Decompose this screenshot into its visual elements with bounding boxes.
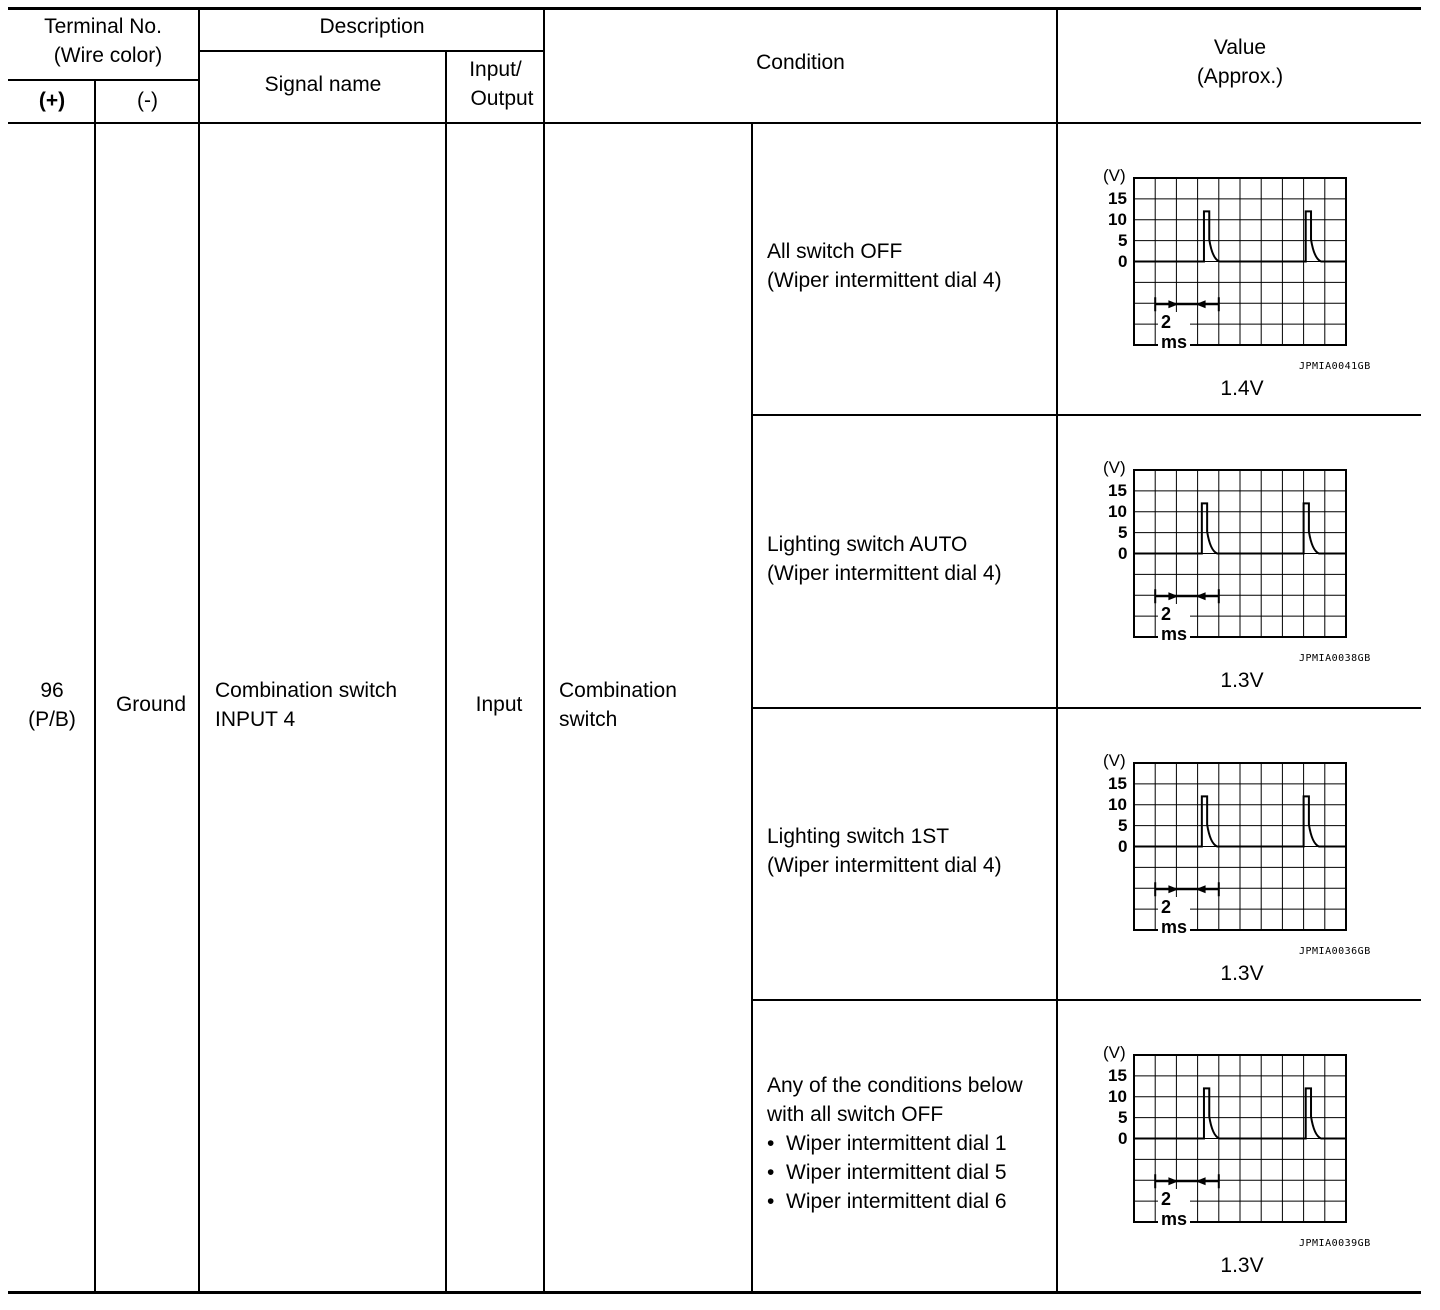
y-tick-label: 0	[1118, 836, 1128, 856]
y-tick-label: 15	[1108, 480, 1127, 500]
condition-2-line-1: Lighting switch AUTO	[767, 533, 968, 556]
y-unit-label: (V)	[1103, 1043, 1126, 1062]
header-plus: (+)	[38, 89, 66, 112]
time-per-division-label: 2 ms	[1158, 897, 1190, 937]
row-divider-3	[752, 999, 1421, 1001]
condition-4-bullet-3: • Wiper intermittent dial 6	[767, 1190, 1007, 1213]
header-input-output-1: Input/	[469, 58, 522, 81]
bullet-text: Wiper intermittent dial 6	[786, 1190, 1007, 1213]
time-scale-marker	[1155, 882, 1219, 896]
header-minus: (-)	[137, 89, 158, 112]
col-divider-6	[1056, 8, 1058, 1292]
row-divider-1	[752, 414, 1421, 416]
condition-4-line-1: Any of the conditions below	[767, 1074, 1023, 1097]
time-scale-marker	[1155, 297, 1219, 311]
value-reading: 1.4V	[1220, 377, 1264, 400]
bullet-text: Wiper intermittent dial 1	[786, 1132, 1007, 1155]
time-scale-marker	[1155, 589, 1219, 603]
signal-name-line-1: Combination switch	[215, 679, 398, 702]
waveform-trace	[1134, 211, 1346, 261]
signal-name-line-2: INPUT 4	[215, 708, 296, 731]
time-scale-marker	[1155, 1174, 1219, 1188]
rule-bottom	[8, 1291, 1421, 1294]
col-divider-2	[198, 8, 200, 1292]
rule-header-bottom	[8, 122, 1421, 124]
condition-group-line-1: Combination	[559, 679, 677, 702]
figure-code: JPMIA0039GB	[1299, 1238, 1371, 1249]
y-tick-label: 0	[1118, 1128, 1128, 1148]
y-tick-label: 15	[1108, 188, 1127, 208]
y-tick-label: 0	[1118, 251, 1128, 271]
y-tick-label: 5	[1118, 230, 1128, 250]
terminal-minus: Ground	[115, 693, 187, 716]
y-tick-label: 5	[1118, 522, 1128, 542]
figure-code: JPMIA0036GB	[1299, 946, 1371, 957]
rule-description-sub	[199, 50, 544, 52]
waveform-trace	[1134, 503, 1346, 553]
y-tick-label: 15	[1108, 773, 1127, 793]
value-reading: 1.3V	[1220, 669, 1264, 692]
header-value-2: (Approx.)	[1196, 65, 1284, 88]
condition-group-line-2: switch	[559, 708, 618, 731]
condition-3-line-1: Lighting switch 1ST	[767, 825, 950, 848]
time-per-division-label: 2 ms	[1158, 604, 1190, 644]
value-reading: 1.3V	[1220, 1254, 1264, 1277]
condition-3-line-2: (Wiper intermittent dial 4)	[767, 854, 1002, 877]
header-value-1: Value	[1213, 36, 1267, 59]
col-divider-4	[543, 8, 545, 1292]
y-tick-label: 5	[1118, 1107, 1128, 1127]
header-input-output-2: Output	[470, 87, 534, 110]
row-divider-2	[752, 707, 1421, 709]
figure-code: JPMIA0041GB	[1299, 361, 1371, 372]
rule-top	[8, 7, 1421, 10]
condition-4-bullet-2: • Wiper intermittent dial 5	[767, 1161, 1007, 1184]
waveform-trace	[1134, 1088, 1346, 1138]
time-per-division-label: 2 ms	[1158, 312, 1190, 352]
bullet-text: Wiper intermittent dial 5	[786, 1161, 1007, 1184]
y-tick-label: 0	[1118, 543, 1128, 563]
y-tick-label: 10	[1108, 1086, 1127, 1106]
header-signal-name: Signal name	[264, 73, 382, 96]
y-unit-label: (V)	[1103, 751, 1126, 770]
condition-1-line-2: (Wiper intermittent dial 4)	[767, 269, 1002, 292]
header-wire-color: (Wire color)	[53, 44, 163, 67]
terminal-plus-color: (P/B)	[28, 708, 76, 731]
y-unit-label: (V)	[1103, 458, 1126, 477]
value-reading: 1.3V	[1220, 962, 1264, 985]
header-condition: Condition	[756, 51, 845, 74]
condition-4-bullet-1: • Wiper intermittent dial 1	[767, 1132, 1007, 1155]
y-tick-label: 10	[1108, 501, 1127, 521]
col-divider-3	[445, 51, 447, 1292]
y-unit-label: (V)	[1103, 166, 1126, 185]
y-tick-label: 10	[1108, 794, 1127, 814]
time-per-division-label: 2 ms	[1158, 1189, 1190, 1229]
terminal-plus-number: 96	[40, 679, 64, 702]
y-tick-label: 10	[1108, 209, 1127, 229]
condition-1-line-1: All switch OFF	[767, 240, 903, 263]
condition-4-line-2: with all switch OFF	[767, 1103, 944, 1126]
waveform-trace	[1134, 796, 1346, 846]
io-value: Input	[475, 693, 523, 716]
y-tick-label: 15	[1108, 1065, 1127, 1085]
condition-2-line-2: (Wiper intermittent dial 4)	[767, 562, 1002, 585]
header-terminal-no: Terminal No.	[44, 15, 162, 38]
figure-code: JPMIA0038GB	[1299, 653, 1371, 664]
rule-terminal-sub	[8, 79, 199, 81]
y-tick-label: 5	[1118, 815, 1128, 835]
header-description: Description	[319, 15, 425, 38]
